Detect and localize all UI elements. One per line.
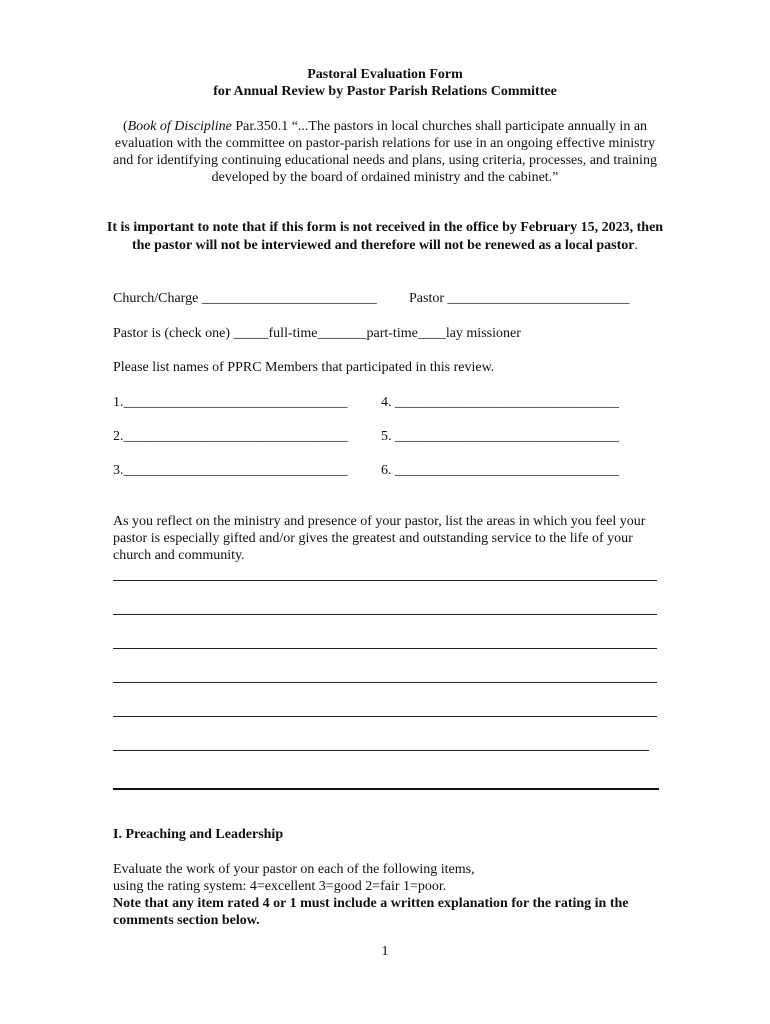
rating-note: Note that any item rated 4 or 1 must include a written explanation for the rating in the comments section below. [113,896,629,928]
quote-body: Par.350.1 “...The pastors in local churches shall participate annually in an evaluation with the committee on pastor-parish relations for use in an ongoing effective ministry and for identifying continuing educational needs and plans, using criteria, processes, and training developed by the board of ordained ministry and the cabinet.” [113,119,657,185]
book-of-discipline-title: Book of Discipline [127,119,232,134]
member-field-4[interactable]: 4. ________________________________ [381,395,619,410]
form-title: Pastoral Evaluation Form [307,67,463,82]
section-heading-preaching: I. Preaching and Leadership [113,827,284,842]
deadline-notice [105,219,665,255]
pastor-name-field[interactable]: Pastor __________________________ [409,291,630,306]
discipline-quote [112,118,658,186]
member-field-3[interactable]: 3.________________________________ [113,463,348,478]
reflection-answer-line[interactable] [113,682,657,683]
rating-instructions-line2: using the rating system: 4=excellent 3=good 2=fair 1=poor. [113,879,447,894]
deadline-notice-period: . [634,238,639,253]
member-field-2[interactable]: 2.________________________________ [113,429,348,444]
members-prompt: Please list names of PPRC Members that participated in this review. [113,360,495,375]
page-number: 1 [381,944,389,959]
reflection-answer-line[interactable] [113,750,649,751]
deadline-notice-text: It is important to note that if this form is not received in the office by February 15, 2023, then the pastor will not be interviewed and therefore will not be renewed as a local pastor [106,220,664,253]
reflection-answer-line[interactable] [113,614,657,615]
reflection-answer-line[interactable] [113,716,657,717]
member-field-6[interactable]: 6. ________________________________ [381,463,619,478]
pastor-status-field[interactable]: Pastor is (check one) _____full-time_______part-time____lay missioner [113,326,521,341]
member-field-1[interactable]: 1.________________________________ [113,395,348,410]
section-divider [113,788,659,790]
reflection-answer-line[interactable] [113,648,657,649]
reflection-answer-line[interactable] [113,580,657,581]
church-charge-field[interactable]: Church/Charge _________________________ [113,291,377,306]
rating-instructions-line1: Evaluate the work of your pastor on each of the following items, [113,862,475,877]
reflection-prompt: As you reflect on the ministry and presence of your pastor, list the areas in which you feel your pastor is especially gifted and/or gives the greatest and outstanding service to the life of your church and community. [113,514,646,563]
member-field-5[interactable]: 5. ________________________________ [381,429,619,444]
form-subtitle: for Annual Review by Pastor Parish Relations Committee [213,84,557,99]
quote-open-paren: ( [122,119,128,134]
